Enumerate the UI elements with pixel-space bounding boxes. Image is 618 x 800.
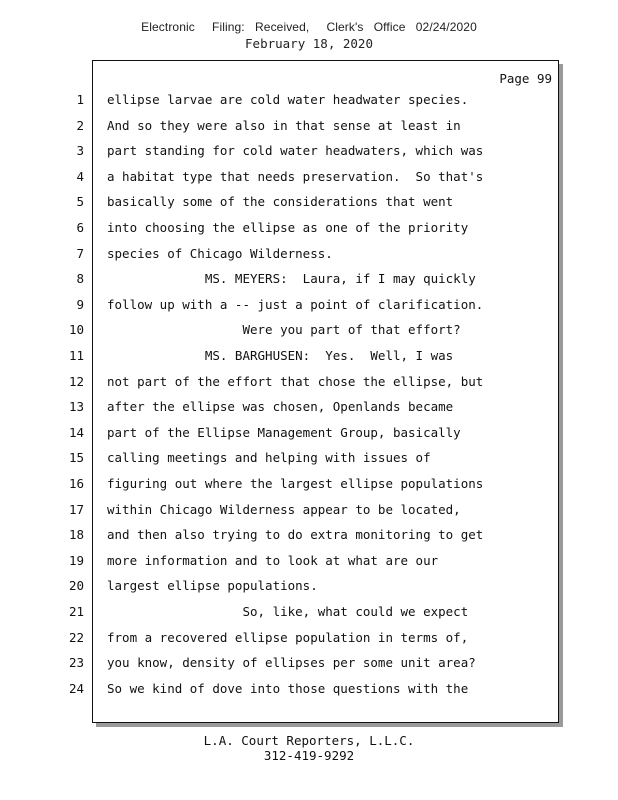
line-number: 1 [76, 92, 84, 107]
line-number: 21 [68, 604, 84, 619]
footer-company: L.A. Court Reporters, L.L.C. [203, 733, 415, 748]
transcript-line [0, 500, 618, 525]
transcript-line [0, 576, 618, 601]
transcript-line [0, 192, 618, 217]
line-text: So, like, what could we expect [107, 604, 469, 619]
transcript-line [0, 525, 618, 550]
line-text: follow up with a -- just a point of clarification. [107, 296, 484, 312]
transcript-line [0, 628, 618, 653]
transcript-line [0, 320, 618, 345]
transcript-line [0, 141, 618, 166]
line-number: 24 [68, 680, 84, 696]
transcript-line [0, 448, 618, 473]
filing-stamp: Electronic Filing: Received, Clerk's Office 02/24/2020 [141, 20, 477, 34]
line-text: basically some of the considerations that went [107, 194, 454, 210]
line-number: 3 [76, 143, 84, 159]
line-number: 7 [76, 245, 84, 261]
line-text: into choosing the ellipse as one of the priority [107, 220, 469, 235]
transcript-line [0, 218, 618, 243]
line-text: largest ellipse populations. [107, 578, 318, 594]
transcript-line [0, 372, 618, 397]
line-number: 4 [76, 168, 84, 184]
line-number: 13 [68, 399, 84, 415]
transcript-line [0, 167, 618, 192]
page-number: Page 99 [499, 71, 552, 86]
transcript-line [0, 90, 618, 115]
line-text: part standing for cold water headwaters, which was [107, 143, 484, 159]
line-number: 2 [76, 117, 84, 133]
line-number: 5 [76, 194, 84, 210]
line-text: after the ellipse was chosen, Openlands became [107, 399, 454, 415]
line-text: So we kind of dove into those questions with the [107, 680, 469, 696]
transcript-line [0, 269, 618, 294]
line-text: species of Chicago Wilderness. [107, 245, 333, 261]
line-text: ellipse larvae are cold water headwater species. [107, 92, 469, 107]
transcript-line [0, 602, 618, 627]
header-date: February 18, 2020 [245, 36, 373, 51]
line-text: figuring out where the largest ellipse populations [107, 476, 484, 491]
transcript-line [0, 474, 618, 499]
line-number: 9 [76, 296, 84, 312]
line-text: part of the Ellipse Management Group, basically [107, 424, 461, 440]
line-number: 10 [68, 322, 84, 338]
line-text: not part of the effort that chose the ellipse, but [107, 373, 484, 389]
transcript-line [0, 551, 618, 576]
line-text: And so they were also in that sense at least in [107, 117, 461, 133]
line-text: and then also trying to do extra monitoring to get [107, 527, 484, 543]
line-number: 17 [68, 501, 84, 517]
line-text: a habitat type that needs preservation. So that's [107, 168, 484, 184]
line-text: from a recovered ellipse population in terms of, [107, 629, 469, 645]
line-number: 12 [68, 373, 84, 389]
line-number: 15 [68, 450, 84, 466]
line-text: calling meetings and helping with issues of [107, 450, 431, 466]
transcript-line [0, 397, 618, 422]
line-number: 19 [68, 552, 84, 568]
line-number: 22 [68, 629, 84, 645]
line-number: 6 [76, 220, 84, 235]
line-number: 20 [68, 578, 84, 594]
line-number: 14 [68, 424, 84, 440]
transcript-line [0, 423, 618, 448]
line-text: more information and to look at what are our [107, 552, 439, 568]
line-text: Were you part of that effort? [107, 322, 461, 338]
transcript-line [0, 679, 618, 704]
line-text: within Chicago Wilderness appear to be located, [107, 501, 461, 517]
transcript-line [0, 295, 618, 320]
line-text: you know, density of ellipses per some unit area? [107, 655, 476, 671]
line-text: MS. BARGHUSEN: Yes. Well, I was [107, 348, 454, 363]
line-number: 16 [68, 476, 84, 491]
line-number: 23 [68, 655, 84, 671]
line-number: 8 [76, 271, 84, 287]
line-number: 18 [68, 527, 84, 543]
transcript-line [0, 244, 618, 269]
line-text: MS. MEYERS: Laura, if I may quickly [107, 271, 476, 287]
line-number: 11 [68, 348, 84, 363]
transcript-line [0, 346, 618, 371]
footer-phone: 312-419-9292 [263, 748, 355, 763]
transcript-line [0, 116, 618, 141]
transcript-line [0, 653, 618, 678]
